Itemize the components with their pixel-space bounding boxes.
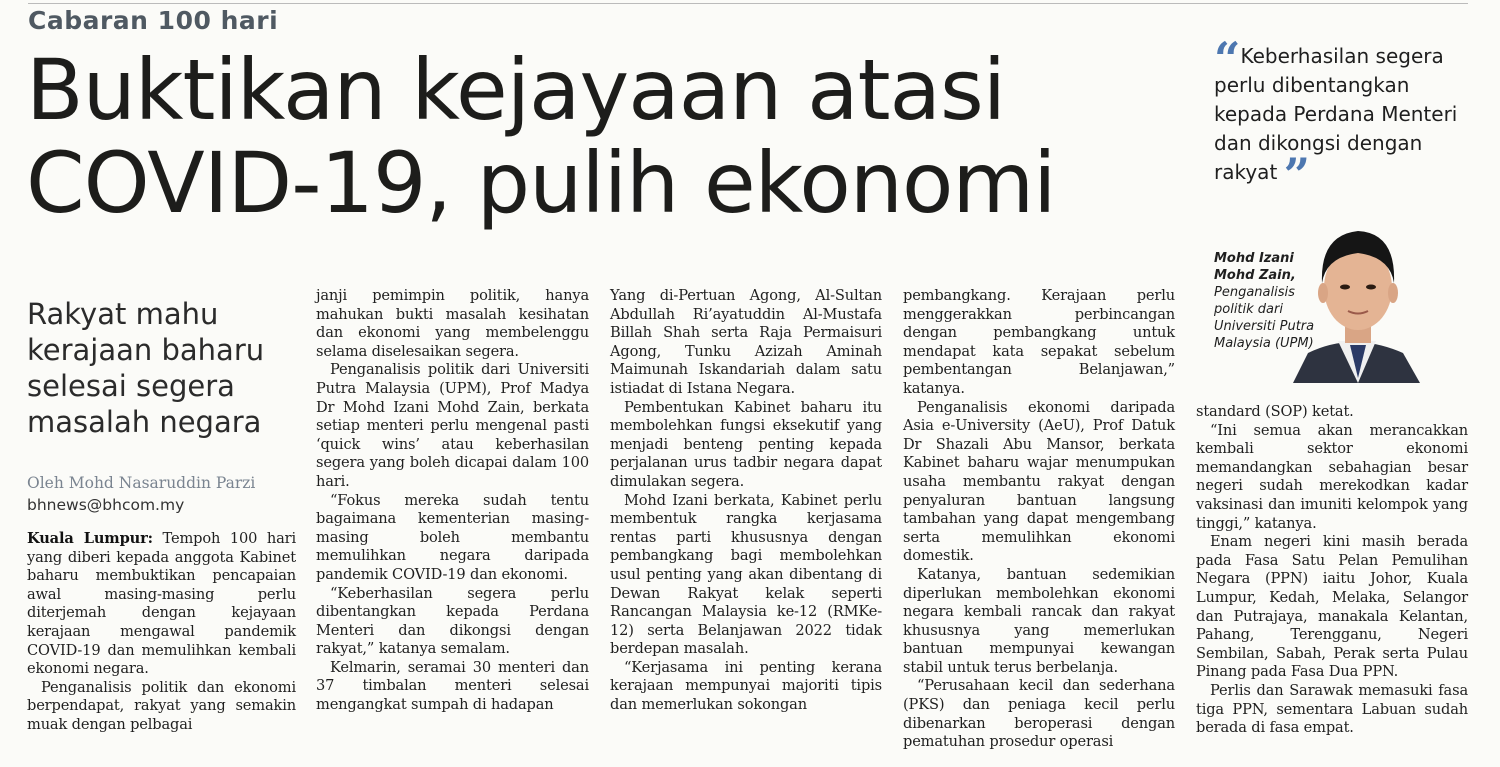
paragraph: Perlis dan Sarawak memasuki fasa tiga PPN, sementara Labuan sudah berada di fasa empat. — [1196, 681, 1468, 737]
paragraph: Katanya, bantuan sedemikian diperlukan membolehkan ekonomi negara kembali rancak dan rakyat khususnya yang memerlukan bantuan mempunyai kewangan stabil untuk terus berbelanja. — [903, 565, 1175, 676]
paragraph: Penganalisis politik dari Universiti Putra Malaysia (UPM), Prof Madya Dr Mohd Izani Mohd Zain, berkata setiap menteri perlu mengenal pasti ‘quick wins’ atau keberhasilan segera yang boleh dicapai dalam 100 hari. — [316, 361, 589, 490]
paragraph: Penganalisis ekonomi daripada Asia e-University (AeU), Prof Datuk Dr Shazali Abu Mansor, berkata Kabinet baharu wajar menumpukan usaha membantu rakyat dengan penyaluran bantuan langsung tambahan yang dapat mengembang serta memulihkan ekonomi domestik. — [903, 398, 1175, 565]
dateline: Kuala Lumpur: — [27, 530, 153, 547]
caption-name: Mohd Izani Mohd Zain, — [1214, 251, 1296, 283]
paragraph: “Keberhasilan segera perlu dibentangkan kepada Perdana Menteri dan dikongsi dengan rakyat,” katanya semalam. — [316, 584, 589, 658]
paragraph: standard (SOP) ketat. — [1196, 403, 1354, 420]
paragraph — [27, 530, 296, 679]
paragraph: “Perusahaan kecil dan sederhana (PKS) dan peniaga kecil perlu dibenarkan beroperasi dengan pematuhan prosedur operasi — [903, 677, 1175, 751]
paragraph: “Ini semua akan merancakkan kembali sektor ekonomi memandangkan sebahagian besar negeri sudah merekodkan kadar vaksinasi dan imuniti kelompok yang tinggi,” katanya. — [1196, 421, 1468, 532]
top-rule — [28, 3, 1468, 4]
article-column-5 — [1196, 403, 1468, 738]
paragraph: Penganalisis politik dan ekonomi berpendapat, rakyat yang semakin muak dengan pelbagai — [27, 678, 296, 733]
paragraph: Kelmarin, seramai 30 menteri dan 37 timbalan menteri selesai mengangkat sumpah di hadapan — [316, 658, 589, 714]
headline-line-2: COVID-19, pulih ekonomi — [26, 134, 1056, 232]
deck-subheadline: Rakyat mahu kerajaan baharu selesai segera masalah negara — [27, 297, 265, 439]
article-column-3 — [610, 287, 882, 715]
caption-role: Penganalisis politik dari Universiti Putra Malaysia (UPM) — [1214, 285, 1315, 351]
paragraph: Yang di-Pertuan Agong, Al-Sultan Abdullah Ri’ayatuddin Al-Mustafa Billah Shah serta Raja Permaisuri Agong, Tunku Azizah Aminah Maimunah Iskandariah dalam satu istiadat di Istana Negara. — [610, 287, 882, 397]
headline-line-1: Buktikan kejayaan atasi — [26, 41, 1006, 139]
paragraph: janji pemimpin politik, hanya mahukan bukti masalah kesihatan dan ekonomi yang membelenggu selama diselesaikan segera. — [316, 287, 589, 360]
article-column-4 — [903, 287, 1175, 752]
paragraph: Enam negeri kini masih berada pada Fasa Satu Pelan Pemulihan Negara (PPN) iaitu Johor, Kuala Lumpur, Kedah, Melaka, Selangor dan Putrajaya, manakala Kelantan, Pahang, Terengganu, Negeri Sembilan, Sabah, Perak serta Pulau Pinang pada Fasa Dua PPN. — [1196, 533, 1468, 681]
article-column-1 — [27, 530, 296, 735]
section-kicker: Cabaran 100 hari — [28, 6, 279, 35]
byline-author: Oleh Mohd Nasaruddin Parzi — [27, 474, 256, 492]
photo-caption — [1214, 250, 1334, 352]
paragraph-text: Tempoh 100 hari yang diberi kepada anggota Kabinet baharu membuktikan pencapaian awal masing-masing perlu diterjemah dengan kejayaan kerajaan mengawal pandemik COVID-19 dan memulihkan kembali ekonomi negara. — [27, 530, 297, 678]
pull-quote — [1214, 32, 1476, 202]
paragraph: Mohd Izani berkata, Kabinet perlu membentuk rangka kerjasama rentas parti khususnya dengan pembangkang bagi membolehkan usul penting yang akan dibentang di Dewan Rakyat kelak seperti Rancangan Malaysia ke-12 (RMKe-12) serta Belanjawan 2022 tidak berdepan masalah. — [610, 491, 882, 658]
paragraph: “Fokus mereka sudah tentu bagaimana kementerian masing-masing boleh membantu memulihkan negara daripada pandemik COVID-19 dan ekonomi. — [316, 491, 589, 583]
open-quote-icon: “ — [1214, 32, 1241, 86]
article-column-2 — [316, 287, 589, 715]
close-quote-icon: ” — [1283, 148, 1311, 202]
headline — [26, 41, 1176, 232]
byline-email: bhnews@bhcom.my — [27, 496, 185, 514]
byline — [27, 472, 297, 516]
paragraph: Pembentukan Kabinet baharu itu membolehkan fungsi eksekutif yang menjadi benteng penting kepada perjalanan urus tadbir negara dapat dimulakan segera. — [610, 398, 882, 490]
paragraph: “Kerjasama ini penting kerana kerajaan mempunyai majoriti tipis dan memerlukan sokongan — [610, 658, 882, 714]
pull-quote-text: Keberhasilan segera perlu dibentangkan kepada Perdana Menteri dan dikongsi dengan rakyat — [1214, 44, 1458, 184]
paragraph: pembangkang. Kerajaan perlu menggerakkan perbincangan dengan pembangkang untuk mendapat kata sepakat sebelum pembentangan Belanjawan,” katanya. — [903, 287, 1175, 397]
